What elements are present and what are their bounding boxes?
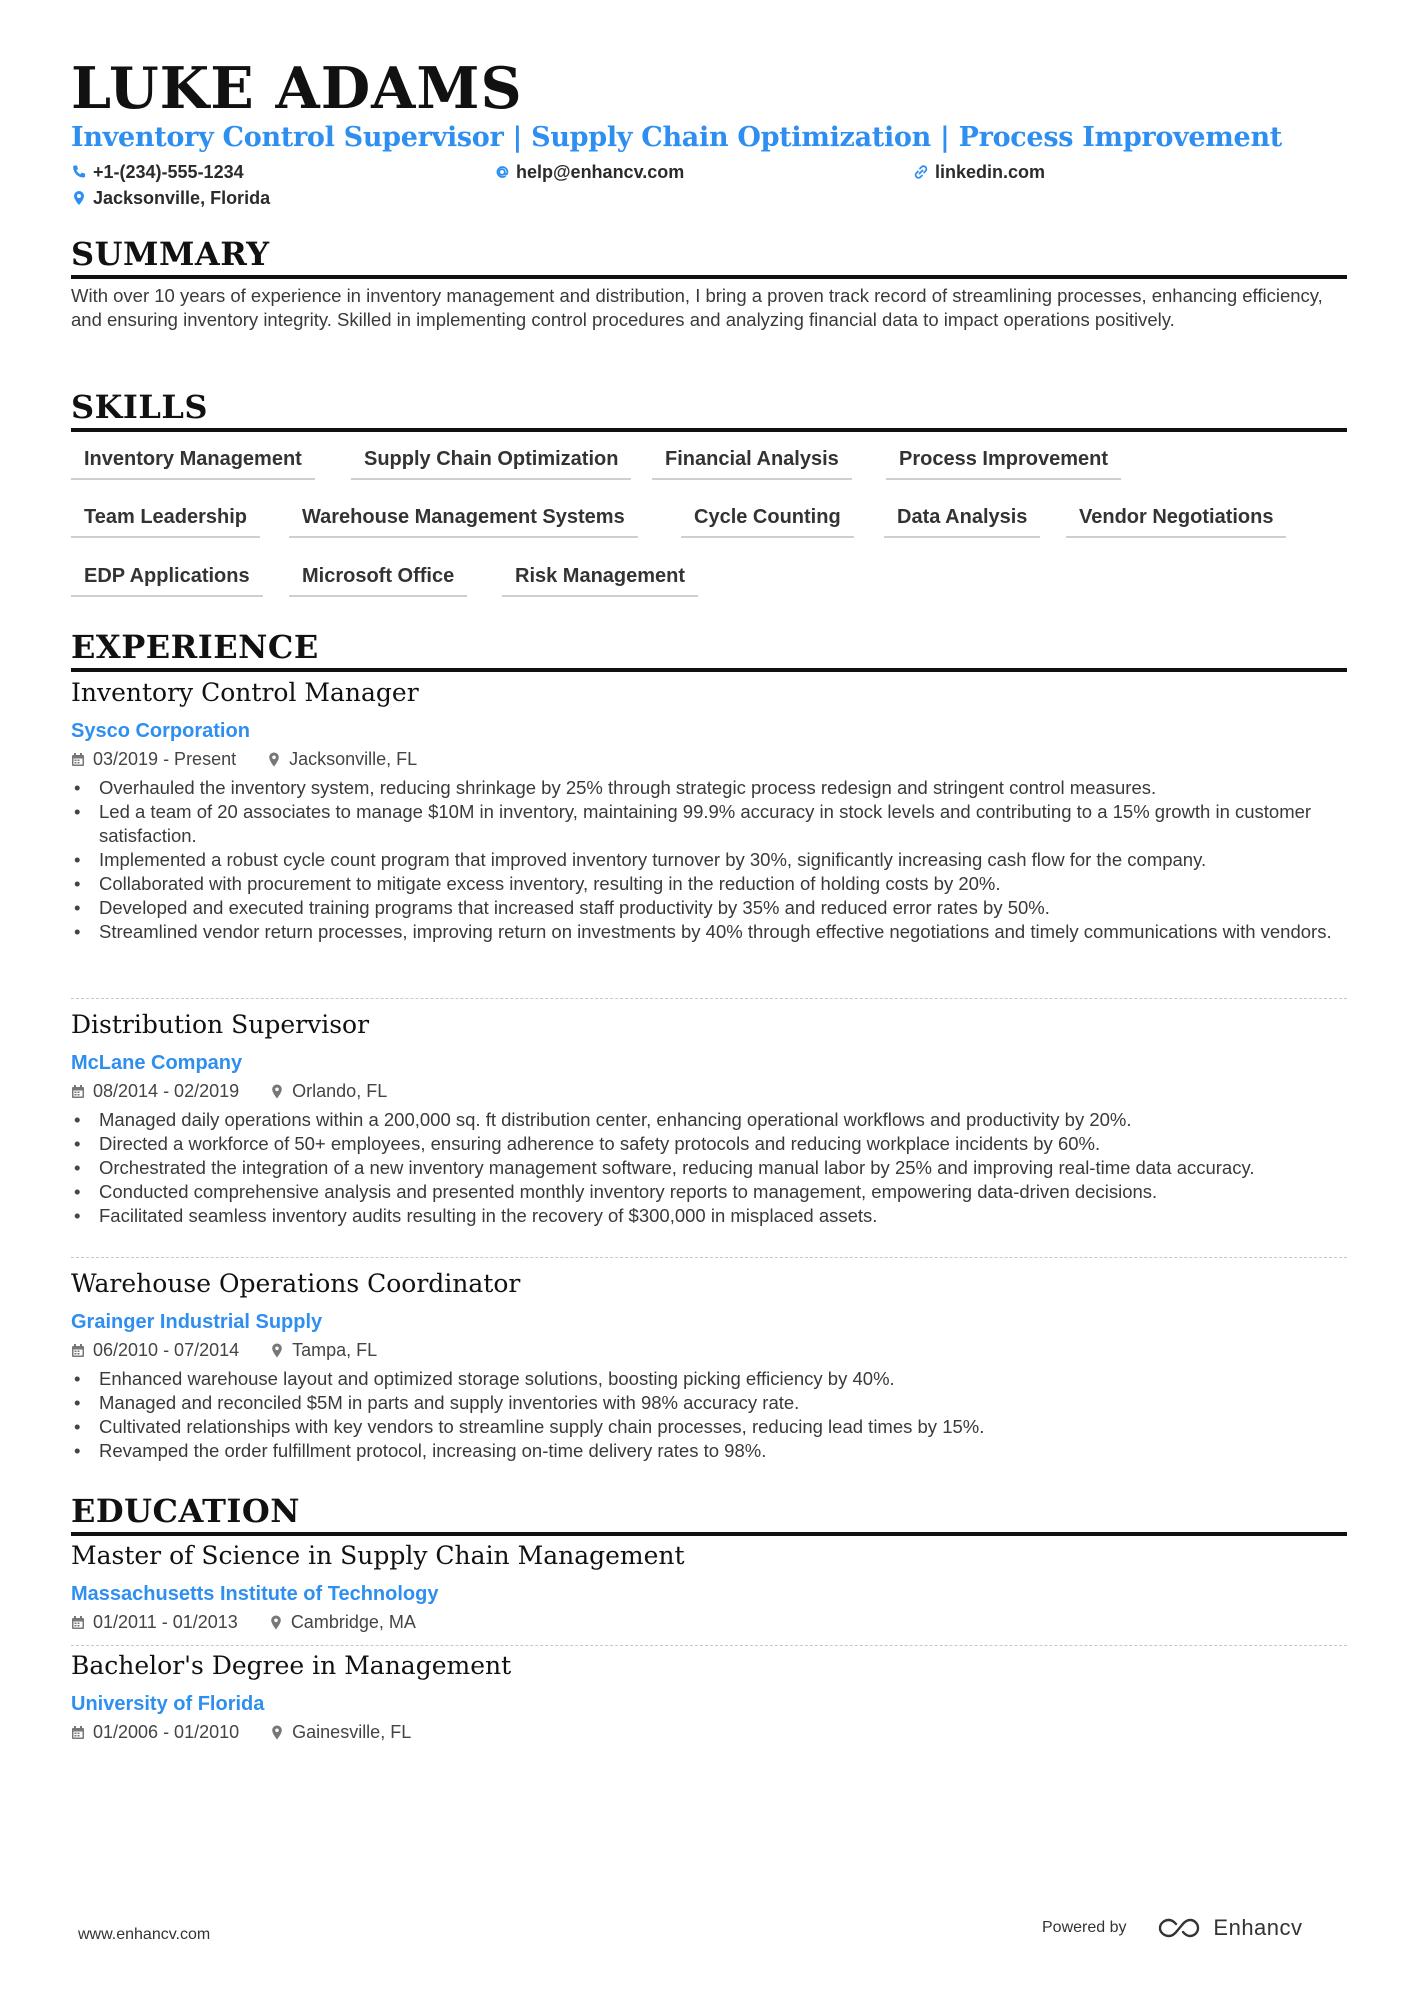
contact-linkedin[interactable] bbox=[913, 163, 1045, 181]
job-entry bbox=[71, 1010, 1347, 1226]
skill-tag: Inventory Management bbox=[71, 449, 315, 480]
education-meta bbox=[71, 1723, 411, 1741]
education-location: Gainesville, FL bbox=[292, 1722, 412, 1742]
linkedin-text: linkedin.com bbox=[935, 162, 1046, 182]
job-dates: 06/2010 - 07/2014 bbox=[93, 1340, 240, 1360]
job-dates: 03/2019 - Present bbox=[93, 749, 237, 769]
company-name: Grainger Industrial Supply bbox=[71, 1311, 323, 1333]
map-pin-icon bbox=[270, 1725, 284, 1740]
footer-branding[interactable] bbox=[1042, 1915, 1303, 1941]
school-name: University of Florida bbox=[71, 1693, 265, 1715]
bullet-item: • Directed a workforce of 50+ employees, ensuring adherence to safety protocols and reducing workplace incidents by 60%. bbox=[71, 1132, 1347, 1156]
link-icon bbox=[913, 164, 929, 180]
at-icon bbox=[494, 164, 510, 180]
calendar-icon bbox=[71, 1343, 85, 1358]
job-meta bbox=[71, 750, 417, 768]
bullet-item: • Collaborated with procurement to mitigate excess inventory, resulting in the reduction of holding costs by 20%. bbox=[71, 872, 1347, 896]
education-meta bbox=[71, 1613, 416, 1631]
summary-text: With over 10 years of experience in inventory management and distribution, I bring a proven track record of streamlining processes, enhancing efficiency, and ensuring inventory integrity. Skilled in implementing control procedures and analyzing financial data to impact operations positively. bbox=[71, 285, 1323, 330]
skill-tag: Data Analysis bbox=[884, 507, 1040, 538]
calendar-icon bbox=[71, 1615, 85, 1630]
education-location: Cambridge, MA bbox=[290, 1612, 416, 1632]
bullet-item: • Managed and reconciled $5M in parts and supply inventories with 98% accuracy rate. bbox=[71, 1391, 1347, 1415]
entry-divider bbox=[71, 1645, 1347, 1646]
contact-phone[interactable] bbox=[71, 163, 244, 181]
email-text: help@enhancv.com bbox=[516, 162, 685, 182]
skill-tag: Supply Chain Optimization bbox=[351, 449, 631, 480]
calendar-icon bbox=[71, 752, 85, 767]
job-title: Warehouse Operations Coordinator bbox=[71, 1269, 521, 1298]
job-dates: 08/2014 - 02/2019 bbox=[93, 1081, 240, 1101]
bullet-item: • Implemented a robust cycle count program that improved inventory turnover by 30%, significantly increasing cash flow for the company. bbox=[71, 848, 1347, 872]
map-pin-icon bbox=[71, 190, 87, 206]
job-title: Distribution Supervisor bbox=[71, 1010, 370, 1039]
bullet-item: • Conducted comprehensive analysis and presented monthly inventory reports to management, empowering data-driven decisions. bbox=[71, 1180, 1347, 1204]
contact-location bbox=[71, 189, 270, 207]
education-dates: 01/2011 - 01/2013 bbox=[93, 1612, 238, 1632]
candidate-headline: Inventory Control Supervisor | Supply Chain Optimization | Process Improvement bbox=[71, 122, 1282, 153]
education-entry bbox=[71, 1541, 1347, 1632]
skill-tag: Microsoft Office bbox=[289, 566, 467, 597]
skill-tag: EDP Applications bbox=[71, 566, 263, 597]
bullet-item: • Facilitated seamless inventory audits resulting in the recovery of $300,000 in misplaced assets. bbox=[71, 1204, 1347, 1228]
enhancv-logo-icon bbox=[1157, 1916, 1203, 1940]
calendar-icon bbox=[71, 1084, 85, 1099]
summary-heading: SUMMARY bbox=[71, 238, 1347, 279]
bullet-item: • Developed and executed training programs that increased staff productivity by 35% and reduced error rates by 50%. bbox=[71, 896, 1347, 920]
footer-website[interactable]: www.enhancv.com bbox=[78, 1926, 211, 1943]
company-name: McLane Company bbox=[71, 1052, 243, 1074]
location-text: Jacksonville, Florida bbox=[93, 188, 271, 208]
bullet-item: • Overhauled the inventory system, reducing shrinkage by 25% through strategic process redesign and stringent control measures. bbox=[71, 776, 1347, 800]
bullet-item: • Streamlined vendor return processes, improving return on investments by 40% through effective negotiations and timely communications with vendors. bbox=[71, 920, 1347, 944]
entry-divider bbox=[71, 1257, 1347, 1258]
map-pin-icon bbox=[267, 752, 281, 767]
skill-tag: Vendor Negotiations bbox=[1066, 507, 1286, 538]
job-location: Orlando, FL bbox=[292, 1081, 388, 1101]
bullet-item: • Orchestrated the integration of a new inventory management software, reducing manual labor by 25% and improving real-time data accuracy. bbox=[71, 1156, 1347, 1180]
job-meta bbox=[71, 1341, 377, 1359]
skill-tag: Financial Analysis bbox=[652, 449, 852, 480]
job-entry bbox=[71, 678, 1347, 942]
bullet-item: • Managed daily operations within a 200,000 sq. ft distribution center, enhancing operational workflows and productivity by 20%. bbox=[71, 1108, 1347, 1132]
degree-title: Bachelor's Degree in Management bbox=[71, 1651, 512, 1680]
job-location: Jacksonville, FL bbox=[289, 749, 418, 769]
education-heading: EDUCATION bbox=[71, 1495, 1347, 1536]
job-title: Inventory Control Manager bbox=[71, 678, 419, 707]
bullet-item: • Led a team of 20 associates to manage $10M in inventory, maintaining 99.9% accuracy in stock levels and contributing to a 15% growth in customer satisfaction. bbox=[71, 800, 1347, 848]
bullet-item: • Revamped the order fulfillment protocol, increasing on-time delivery rates to 98%. bbox=[71, 1439, 1347, 1463]
skill-tag: Cycle Counting bbox=[681, 507, 854, 538]
job-entry bbox=[71, 1269, 1347, 1461]
candidate-name: LUKE ADAMS bbox=[71, 55, 523, 122]
job-bullets bbox=[71, 776, 1347, 944]
bullet-item: • Cultivated relationships with key vendors to streamline supply chain processes, reducing lead times by 15%. bbox=[71, 1415, 1347, 1439]
company-name: Sysco Corporation bbox=[71, 720, 250, 742]
skill-tag: Warehouse Management Systems bbox=[289, 507, 638, 538]
experience-heading: EXPERIENCE bbox=[71, 631, 1347, 672]
contact-email[interactable] bbox=[494, 163, 684, 181]
map-pin-icon bbox=[269, 1615, 283, 1630]
education-entry bbox=[71, 1651, 1347, 1742]
job-location: Tampa, FL bbox=[292, 1340, 378, 1360]
school-name: Massachusetts Institute of Technology bbox=[71, 1583, 439, 1605]
entry-divider bbox=[71, 998, 1347, 999]
education-dates: 01/2006 - 01/2010 bbox=[93, 1722, 240, 1742]
job-meta bbox=[71, 1082, 387, 1100]
bullet-item: • Enhanced warehouse layout and optimized storage solutions, boosting picking efficiency by 40%. bbox=[71, 1367, 1347, 1391]
map-pin-icon bbox=[270, 1343, 284, 1358]
powered-by-text: Powered by bbox=[1042, 1919, 1127, 1937]
skill-tag: Risk Management bbox=[502, 566, 698, 597]
phone-text: +1-(234)-555-1234 bbox=[93, 162, 244, 182]
skill-tag: Team Leadership bbox=[71, 507, 260, 538]
job-bullets bbox=[71, 1108, 1347, 1228]
calendar-icon bbox=[71, 1725, 85, 1740]
job-bullets bbox=[71, 1367, 1347, 1463]
map-pin-icon bbox=[270, 1084, 284, 1099]
phone-icon bbox=[71, 164, 87, 180]
skills-heading: SKILLS bbox=[71, 391, 1347, 432]
skill-tag: Process Improvement bbox=[886, 449, 1121, 480]
brand-name: Enhancv bbox=[1213, 1915, 1303, 1940]
degree-title: Master of Science in Supply Chain Management bbox=[71, 1541, 685, 1570]
